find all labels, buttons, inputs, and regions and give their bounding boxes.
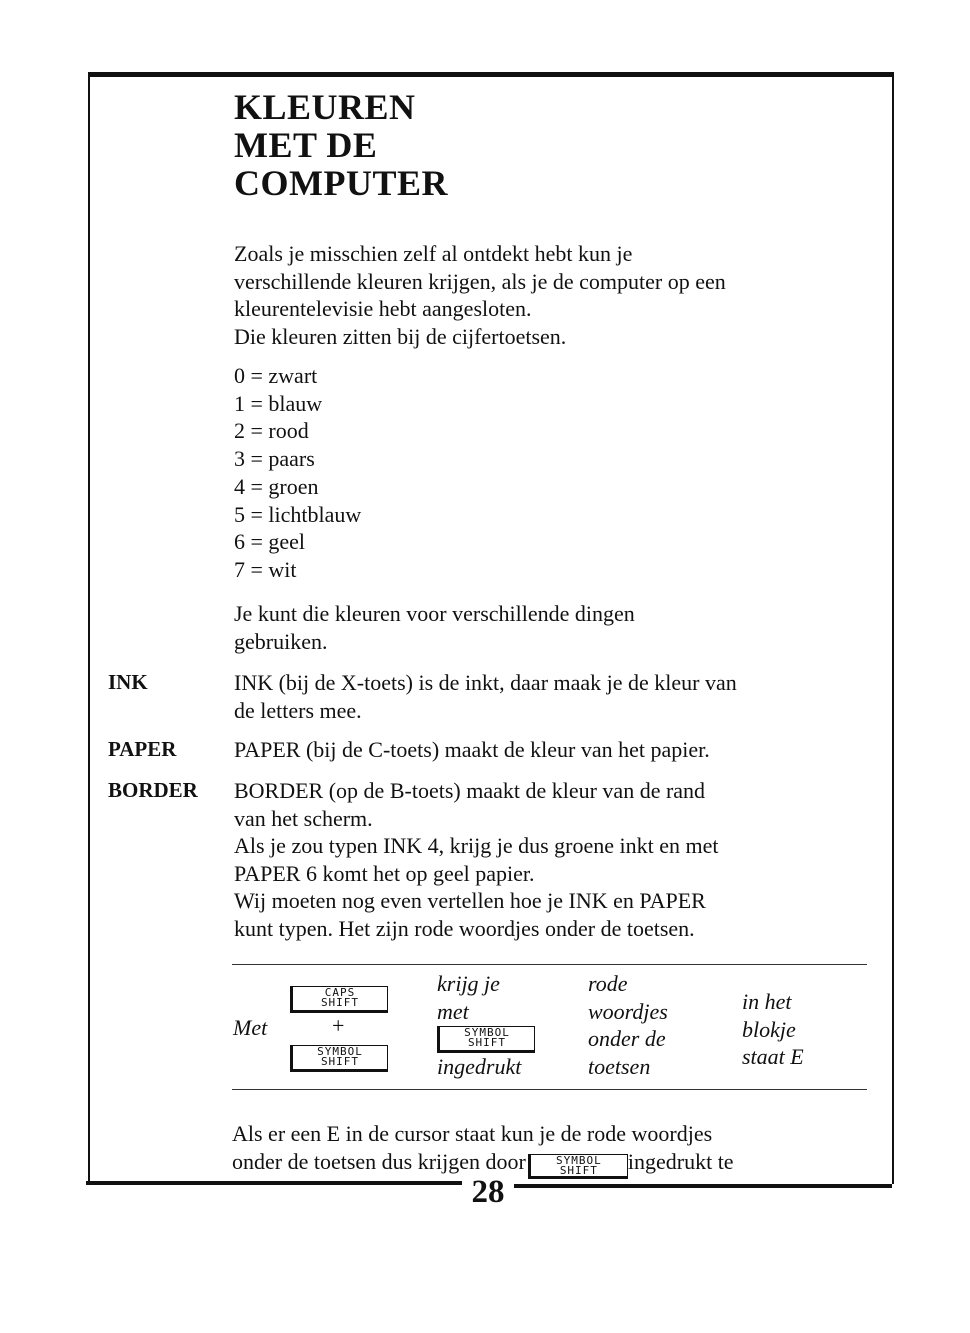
intro-line: verschillende kleuren krijgen, als je de computer op een <box>234 268 726 294</box>
closing-line: Als er een E in de cursor staat kun je de rode woordjes <box>232 1121 713 1146</box>
intro-paragraph <box>234 240 874 350</box>
closing-text-before: onder de toetsen dus krijgen door <box>232 1148 526 1174</box>
key-label-line: SHIFT <box>320 1055 360 1068</box>
color-item: 4 = groen <box>234 473 319 499</box>
usage-paragraph <box>234 600 874 655</box>
bottom-rule <box>86 1181 462 1185</box>
closing-line <box>232 1148 872 1179</box>
key-label-line: SHIFT <box>559 1163 598 1177</box>
key-label-line: SHIFT <box>467 1036 507 1049</box>
color-list <box>234 362 361 584</box>
key-label-line: SYMBOL <box>464 1026 510 1039</box>
border-line: BORDER (op de B-toets) maakt de kleur van de rand <box>234 778 706 803</box>
caps-shift-key-icon <box>290 986 388 1013</box>
table-col2-top <box>437 970 500 1025</box>
intro-line: Zoals je misschien zelf al ontdekt hebt kun je <box>234 241 633 266</box>
color-item: 7 = wit <box>234 556 297 582</box>
border-paragraph <box>234 777 874 942</box>
border-label: BORDER <box>108 778 198 802</box>
table-col4 <box>742 988 804 1071</box>
key-label-line: SHIFT <box>320 996 360 1009</box>
title-line: KLEUREN <box>234 87 416 127</box>
table-cell-line: toetsen <box>588 1053 651 1079</box>
page-number: 28 <box>471 1174 505 1210</box>
table-cell-line: met <box>437 998 469 1024</box>
border-line: PAPER 6 komt het op geel papier. <box>234 860 535 886</box>
bottom-rule <box>514 1184 892 1188</box>
table-cell-line: in het <box>742 989 792 1014</box>
color-item: 2 = rood <box>234 418 309 444</box>
table-cell-line: woordjes <box>588 998 668 1024</box>
paper-label: PAPER <box>108 737 177 761</box>
usage-line: gebruiken. <box>234 628 328 654</box>
table-bottom-rule <box>232 1089 867 1090</box>
key-label-line: SYMBOL <box>317 1045 363 1058</box>
table-cell-line: rode <box>588 971 628 996</box>
usage-line: Je kunt die kleuren voor verschillende dingen <box>234 601 635 626</box>
color-item: 6 = geel <box>234 529 306 555</box>
color-item: 1 = blauw <box>234 390 323 416</box>
title-line: MET DE <box>234 125 378 165</box>
table-cell-line: krijg je <box>437 971 500 996</box>
closing-paragraph <box>232 1120 872 1179</box>
title-line: COMPUTER <box>234 163 448 203</box>
border-line: van het scherm. <box>234 805 373 831</box>
intro-line: Die kleuren zitten bij de cijfertoetsen. <box>234 323 567 349</box>
table-top-rule <box>232 964 867 965</box>
symbol-shift-key-icon <box>437 1026 535 1053</box>
key-label-line: CAPS <box>324 986 356 999</box>
table-cell-line: blokje <box>742 1016 796 1042</box>
symbol-shift-key-icon <box>290 1045 388 1072</box>
color-item: 3 = paars <box>234 446 315 472</box>
closing-text-after: ingedrukt te <box>627 1148 734 1174</box>
table-col3 <box>588 970 668 1080</box>
ink-label: INK <box>108 670 148 694</box>
color-item: 0 = zwart <box>234 363 318 388</box>
paper-line: PAPER (bij de C-toets) maakt de kleur van het papier. <box>234 737 710 762</box>
border-line: Als je zou typen INK 4, krijg je dus groene inkt en met <box>234 833 719 858</box>
plus-sign: + <box>332 1013 345 1038</box>
border-line: Wij moeten nog even vertellen hoe je INK en PAPER <box>234 888 706 913</box>
ink-line: INK (bij de X-toets) is de inkt, daar maak je de kleur van <box>234 670 737 695</box>
table-met-label: Met <box>233 1015 268 1040</box>
intro-line: kleurentelevisie hebt aangesloten. <box>234 296 532 321</box>
border-line: kunt typen. Het zijn rode woordjes onder de toetsen. <box>234 915 695 941</box>
table-cell-line: onder de <box>588 1026 666 1051</box>
color-item: 5 = lichtblauw <box>234 501 362 527</box>
key-label-line: SYMBOL <box>556 1153 602 1167</box>
ink-line: de letters mee. <box>234 697 362 723</box>
symbol-shift-key-icon <box>528 1154 628 1179</box>
chapter-title <box>234 88 448 202</box>
paper-paragraph <box>234 736 874 764</box>
ink-paragraph <box>234 669 874 724</box>
table-cell-line: staat E <box>742 1044 804 1069</box>
table-col2-bottom: ingedrukt <box>437 1054 522 1079</box>
